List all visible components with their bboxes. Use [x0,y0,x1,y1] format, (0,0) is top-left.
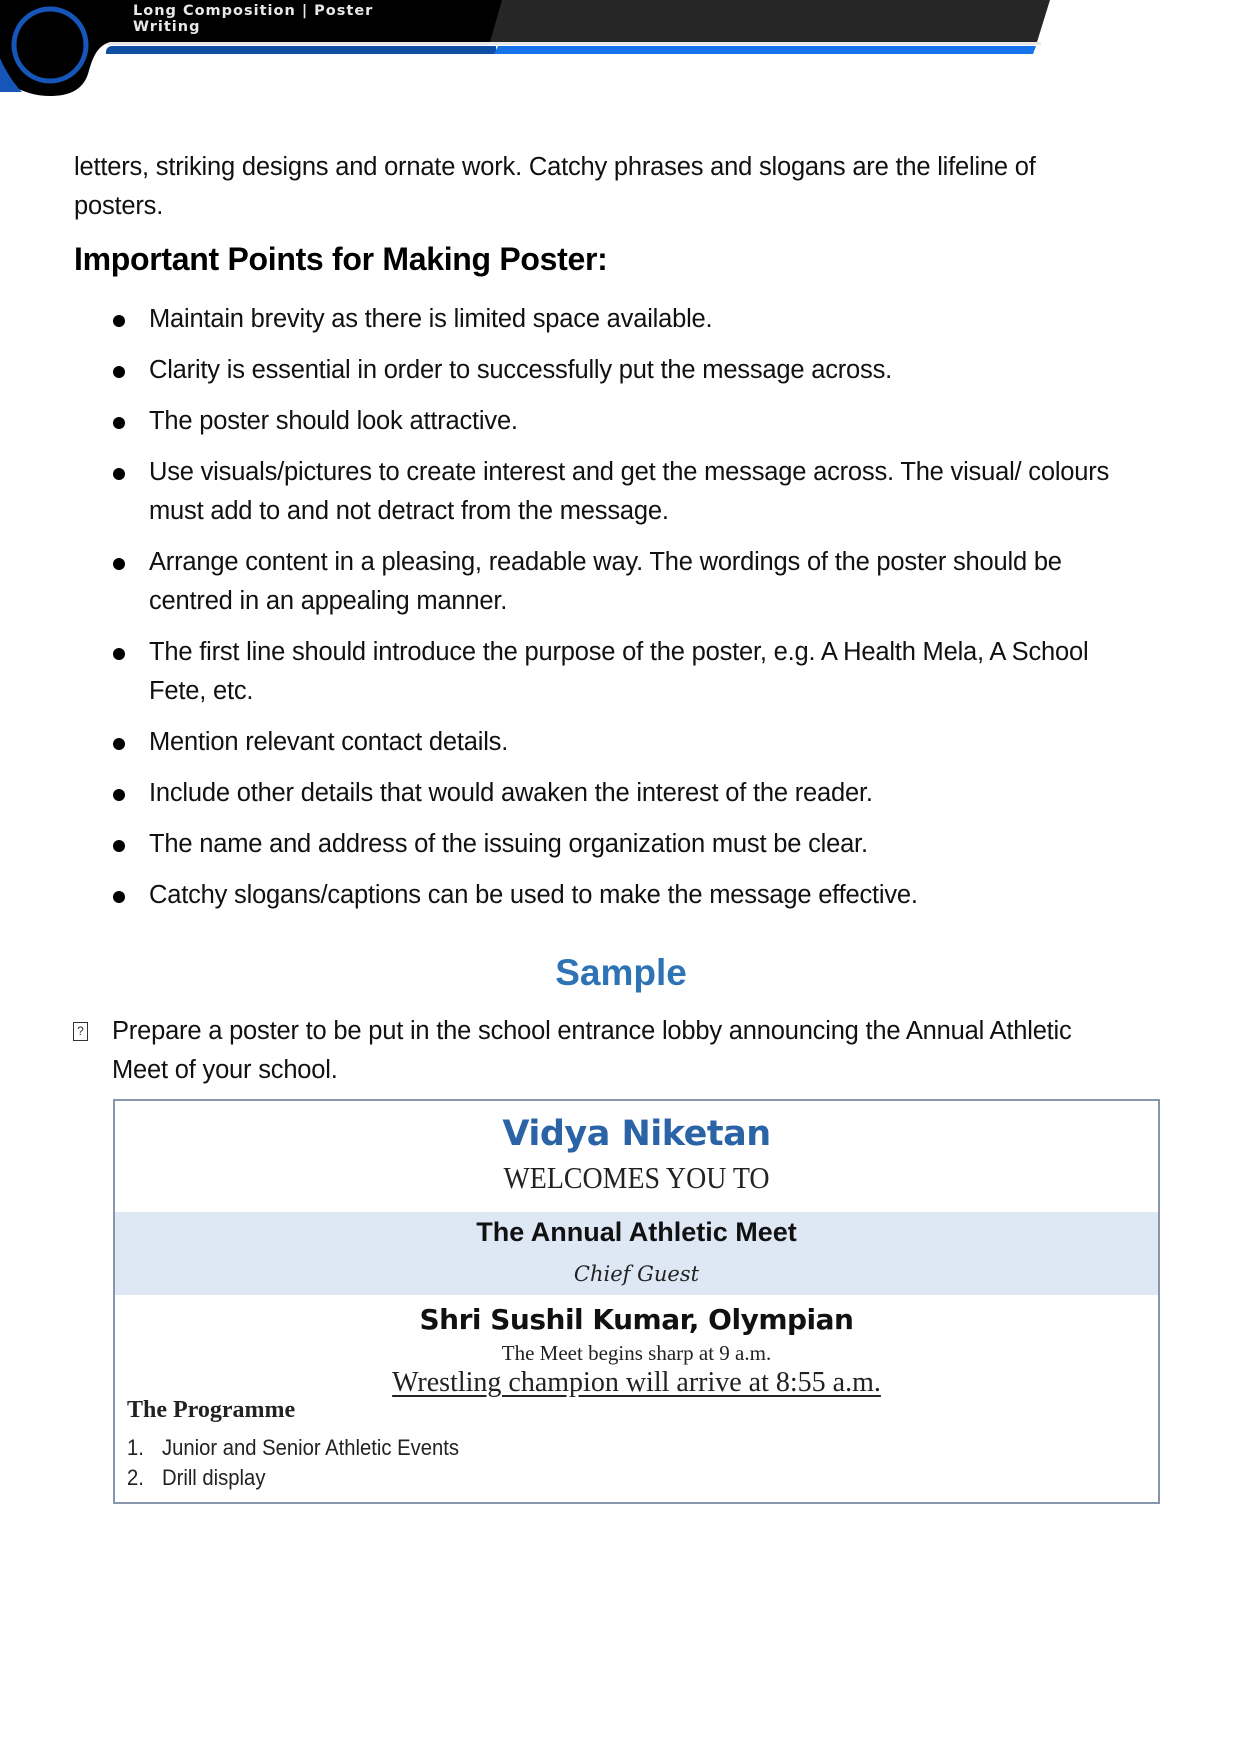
poster-arrival-text: Wrestling champion will arrive at 8:55 a.m. [392,1367,881,1398]
list-item [74,351,1174,390]
header-stripe-dark [106,46,496,54]
list-item-text: Fete, etc. [149,677,254,705]
list-item-text: The name and address of the issuing organization must be clear. [149,830,868,858]
bullet-icon [113,417,125,429]
circle-logo-icon [0,0,110,96]
list-item [74,453,1174,531]
list-item [74,543,1174,621]
poster-chief-guest-label: Chief Guest [573,1262,700,1286]
bullet-icon [113,315,125,327]
missing-glyph-icon: ? [73,1022,88,1041]
poster-chief-guest-name: Shri Sushil Kumar, Olympian [419,1303,854,1336]
bullet-icon [113,468,125,480]
intro-line: posters. [74,192,164,220]
header-title-line1: Long Composition | Poster [133,3,374,19]
list-item [74,774,1174,813]
poster-event-title: The Annual Athletic Meet [476,1217,797,1247]
header-divider [106,42,1041,45]
poster-programme-heading: The Programme [127,1397,296,1423]
prompt-line: Prepare a poster to be put in the school entrance lobby announcing the Annual Athletic [112,1017,1072,1045]
bullet-icon [113,840,125,852]
list-item [74,723,1174,762]
poster-arrival-note [115,1367,1158,1399]
list-item [74,876,1174,915]
sample-heading: Sample [555,952,687,993]
list-item-text: The poster should look attractive. [149,407,518,435]
header-title [133,3,493,35]
section-heading: Important Points for Making Poster: [74,241,608,277]
list-item-text: Use visuals/pictures to create interest and get the message across. The visual/ colours [149,458,1110,486]
list-item-text: Maintain brevity as there is limited space available. [149,305,713,333]
list-item-text: Include other details that would awaken the interest of the reader. [149,779,873,807]
header-stripe-bright [494,46,1036,54]
poster-welcome: WELCOMES YOU TO [503,1160,770,1195]
bullet-icon [113,366,125,378]
poster-start-time: The Meet begins sharp at 9 a.m. [501,1341,772,1365]
poster-programme-item [127,1435,459,1461]
header-title-line2: Writing [133,19,201,35]
sample-poster [113,1099,1160,1504]
poster-programme-item [127,1465,265,1491]
bullet-icon [113,891,125,903]
poster-school-name: Vidya Niketan [502,1114,771,1154]
prompt-line: Meet of your school. [112,1056,338,1084]
list-item-text: The first line should introduce the purpose of the poster, e.g. A Health Mela, A School [149,638,1089,666]
intro-line: letters, striking designs and ornate work. Catchy phrases and slogans are the lifeline of [74,153,1036,181]
item-number: 2. [127,1465,144,1490]
bullet-icon [113,648,125,660]
item-number: 1. [127,1435,144,1460]
list-item-text: Clarity is essential in order to successfully put the message across. [149,356,893,384]
intro-paragraph [74,148,1174,226]
list-item [74,300,1174,339]
list-item-text: centred in an appealing manner. [149,587,508,615]
list-item-text: Mention relevant contact details. [149,728,509,756]
list-item-text: Catchy slogans/captions can be used to make the message effective. [149,881,918,909]
item-text: Junior and Senior Athletic Events [161,1435,459,1460]
header-bar-dark-section [490,0,1050,42]
sample-prompt [112,1012,1172,1090]
item-text: Drill display [161,1465,266,1490]
bullet-icon [113,789,125,801]
list-item [74,633,1174,711]
list-item [74,825,1174,864]
list-item-text: must add to and not detract from the message. [149,497,669,525]
bullet-icon [113,558,125,570]
list-item [74,402,1174,441]
points-list [74,300,1174,927]
list-item-text: Arrange content in a pleasing, readable way. The wordings of the poster should be [149,548,1062,576]
bullet-icon [113,738,125,750]
